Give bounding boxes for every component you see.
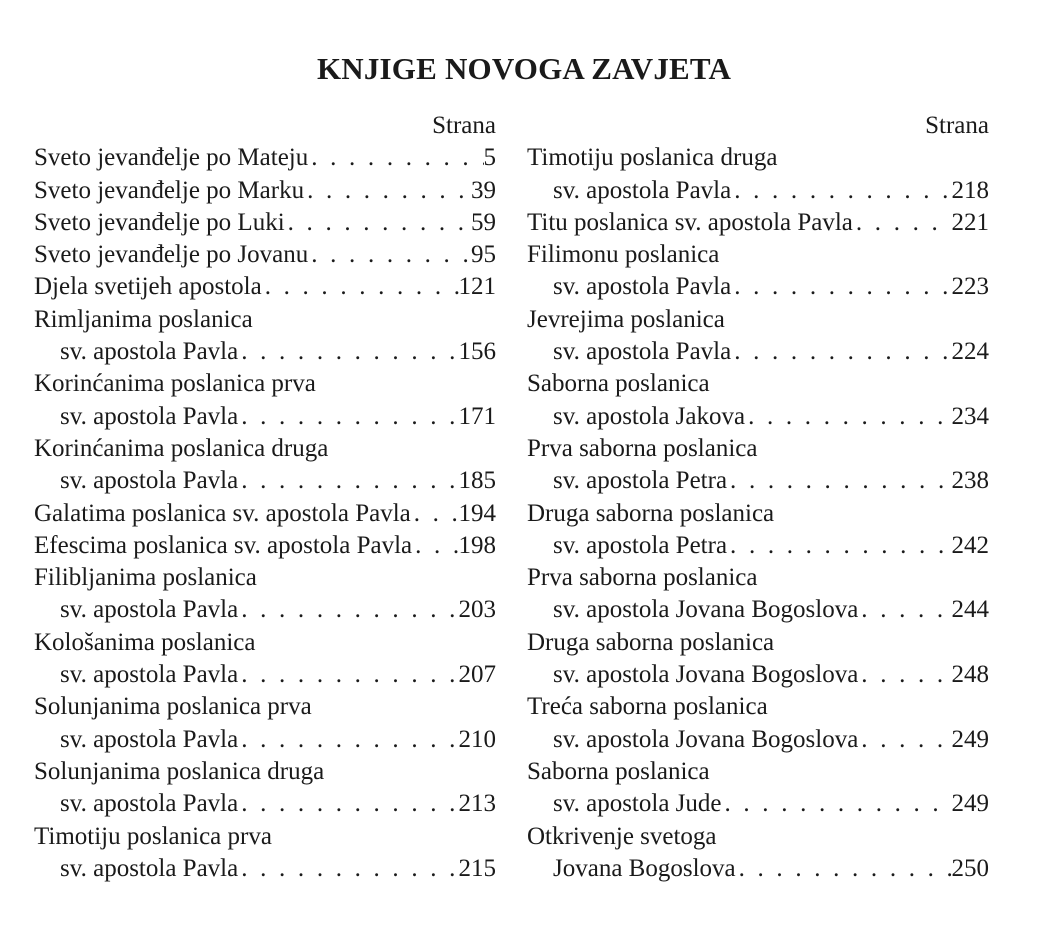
dot-leader	[304, 175, 471, 207]
dot-leader	[238, 724, 458, 756]
toc-entry	[34, 175, 496, 207]
toc-entry-title: Jevrejima poslanica	[527, 305, 725, 333]
dot-leader	[731, 175, 951, 207]
toc-page-number: 249	[951, 790, 989, 818]
toc-page-number: 238	[951, 467, 989, 495]
toc-entry-line	[527, 271, 989, 303]
toc-entry-title: Druga saborna poslanica	[527, 499, 775, 527]
dot-leader	[308, 239, 471, 271]
toc-entry-text: sv. apostola Jovana Bogoslova	[553, 661, 859, 689]
toc-entry-line	[34, 465, 496, 497]
toc-entry	[527, 562, 989, 627]
dot-leader	[736, 853, 952, 885]
dot-leader	[238, 401, 458, 433]
dot-leader	[722, 788, 952, 820]
toc-page-number: 171	[458, 402, 496, 430]
toc-entry-title: Solunjanima poslanica druga	[34, 757, 325, 785]
toc-entry	[34, 821, 496, 886]
toc-entry-text: sv. apostola Pavla	[553, 273, 732, 301]
toc-entry-text: sv. apostola Pavla	[553, 176, 732, 204]
dot-leader	[727, 465, 951, 497]
toc-entry-title: Saborna poslanica	[527, 370, 710, 398]
toc-entry-title: Filimonu poslanica	[527, 241, 720, 269]
toc-entry-line	[34, 498, 496, 530]
toc-page-number: 234	[951, 402, 989, 430]
toc-page-number: 121	[458, 273, 496, 301]
dot-leader	[853, 207, 952, 239]
toc-entry-line	[527, 336, 989, 368]
toc-entry	[34, 498, 496, 530]
toc-entry	[34, 562, 496, 627]
toc-page-number: 95	[471, 241, 496, 269]
toc-page-number: 218	[951, 176, 989, 204]
toc-entry-title: Rimljanima poslanica	[34, 305, 253, 333]
toc-entry-text: sv. apostola Pavla	[553, 338, 732, 366]
toc-right-column	[527, 110, 989, 885]
toc-entry-line	[527, 207, 989, 239]
dot-leader	[731, 336, 951, 368]
toc-entry	[34, 756, 496, 821]
dot-leader	[731, 271, 951, 303]
toc-entry-line	[34, 271, 496, 303]
toc-page-number: 242	[951, 531, 989, 559]
toc-entry-line	[34, 724, 496, 756]
toc-entry	[527, 498, 989, 563]
toc-entry-title: Filibljanima poslanica	[34, 564, 257, 592]
toc-left-entries	[34, 142, 496, 885]
dot-leader	[412, 530, 458, 562]
dot-leader	[727, 530, 951, 562]
dot-leader	[411, 498, 459, 530]
toc-entry-text: Sveto jevanđelje po Luki	[34, 208, 285, 236]
toc-entry-text: Jovana Bogoslova	[553, 854, 736, 882]
toc-entry-line	[34, 853, 496, 885]
toc-entry	[527, 433, 989, 498]
toc-entry-text: sv. apostola Jovana Bogoslova	[553, 725, 859, 753]
toc-page-number: 39	[471, 176, 496, 204]
toc-entry-line	[34, 659, 496, 691]
toc-left-column	[34, 110, 496, 885]
toc-entry-line	[34, 142, 496, 174]
toc-entry-line	[527, 788, 989, 820]
toc-entry	[527, 239, 989, 304]
toc-entry	[34, 142, 496, 174]
toc-page-number: 156	[458, 338, 496, 366]
toc-entry	[34, 691, 496, 756]
toc-entry-title: Korinćanima poslanica druga	[34, 434, 329, 462]
toc-entry	[34, 530, 496, 562]
toc-page-number: 203	[458, 596, 496, 624]
dot-leader	[238, 853, 458, 885]
dot-leader	[308, 142, 483, 174]
toc-page-number: 198	[458, 531, 496, 559]
toc-page-number: 59	[471, 208, 496, 236]
toc-entry-line	[527, 465, 989, 497]
dot-leader	[238, 788, 458, 820]
toc-entry-title: Prva saborna poslanica	[527, 564, 758, 592]
toc-entry-title: Treća saborna poslanica	[527, 693, 768, 721]
toc-entry-text: sv. apostola Jude	[553, 790, 722, 818]
toc-entry	[34, 271, 496, 303]
toc-entry-title: Solunjanima poslanica prva	[34, 693, 312, 721]
toc-entry-title: Druga saborna poslanica	[527, 628, 775, 656]
toc-entry-text: sv. apostola Pavla	[60, 854, 239, 882]
toc-entry-line	[527, 594, 989, 626]
toc-entry-text: sv. apostola Pavla	[60, 402, 239, 430]
page-title: KNJIGE NOVOGA ZAVJETA	[316, 50, 732, 86]
dot-leader	[238, 336, 458, 368]
toc-page-number: 244	[951, 596, 989, 624]
toc-page-number: 215	[458, 854, 496, 882]
toc-entry-text: Galatima poslanica sv. apostola Pavla	[34, 499, 411, 527]
toc-entry-title: Timotiju poslanica prva	[34, 822, 272, 850]
toc-page-number: 213	[458, 790, 496, 818]
toc-page-number: 221	[951, 208, 989, 236]
toc-entry-line	[527, 401, 989, 433]
toc-entry-text: sv. apostola Pavla	[60, 467, 239, 495]
dot-leader	[238, 594, 458, 626]
toc-entry-text: sv. apostola Petra	[553, 531, 728, 559]
toc-entry-text: Sveto jevanđelje po Mateju	[34, 144, 309, 172]
toc-entry-text: Sveto jevanđelje po Marku	[34, 176, 305, 204]
toc-page-number: 5	[483, 144, 496, 172]
toc-entry-text: sv. apostola Jovana Bogoslova	[553, 596, 859, 624]
toc-entry-text: sv. apostola Pavla	[60, 790, 239, 818]
toc-entry-line	[34, 175, 496, 207]
toc-entry-text: sv. apostola Pavla	[60, 661, 239, 689]
toc-entry	[527, 304, 989, 369]
toc-entry	[34, 627, 496, 692]
toc-entry-text: Efescima poslanica sv. apostola Pavla	[34, 531, 413, 559]
dot-leader	[238, 465, 458, 497]
toc-entry-line	[34, 788, 496, 820]
toc-page-number: 207	[458, 661, 496, 689]
dot-leader	[238, 659, 458, 691]
toc-entry-line	[34, 594, 496, 626]
toc-entry	[34, 368, 496, 433]
toc-entry-line	[527, 175, 989, 207]
toc-entry	[527, 627, 989, 692]
toc-entry-text: Sveto jevanđelje po Jovanu	[34, 241, 309, 269]
toc-page-number: 223	[951, 273, 989, 301]
toc-entry-title: Timotiju poslanica druga	[527, 144, 778, 172]
toc-entry-title: Prva saborna poslanica	[527, 434, 758, 462]
toc-entry-line	[527, 530, 989, 562]
toc-entry-line	[527, 659, 989, 691]
page-column-header: Strana	[432, 112, 496, 139]
toc-entry	[527, 142, 989, 207]
toc-page-number: 248	[951, 661, 989, 689]
toc-entry-text: sv. apostola Pavla	[60, 725, 239, 753]
toc-entry	[34, 433, 496, 498]
dot-leader	[262, 271, 459, 303]
dot-leader	[858, 659, 951, 691]
toc-entry	[34, 239, 496, 271]
toc-entry-line	[34, 530, 496, 562]
dot-leader	[858, 724, 951, 756]
toc-entry-title: Kološanima poslanica	[34, 628, 256, 656]
toc-page-number: 194	[458, 499, 496, 527]
dot-leader	[858, 594, 951, 626]
toc-entry-text: sv. apostola Pavla	[60, 596, 239, 624]
toc-entry-text: sv. apostola Petra	[553, 467, 728, 495]
toc-right-entries	[527, 142, 989, 885]
toc-page-number: 249	[951, 725, 989, 753]
toc-page-number: 224	[951, 338, 989, 366]
toc-entry-line	[34, 207, 496, 239]
toc-entry-title: Korinćanima poslanica prva	[34, 370, 316, 398]
toc-entry-title: Saborna poslanica	[527, 757, 710, 785]
toc-entry-line	[34, 336, 496, 368]
toc-entry	[527, 368, 989, 433]
toc-entry-line	[34, 239, 496, 271]
toc-entry	[527, 756, 989, 821]
toc-page-number: 185	[458, 467, 496, 495]
toc-entry-title: Otkrivenje svetoga	[527, 822, 717, 850]
toc-page-number: 250	[951, 854, 989, 882]
toc-page-number: 210	[458, 725, 496, 753]
dot-leader	[745, 401, 951, 433]
toc-entry-text: Titu poslanica sv. apostola Pavla	[527, 208, 853, 236]
toc-entry	[527, 207, 989, 239]
toc-entry	[527, 691, 989, 756]
toc-entry-line	[34, 401, 496, 433]
toc-entry	[527, 821, 989, 886]
toc-entry-line	[527, 724, 989, 756]
toc-entry	[34, 207, 496, 239]
toc-entry-line	[527, 853, 989, 885]
dot-leader	[285, 207, 471, 239]
toc-entry-text: Djela svetijeh apostola	[34, 273, 262, 301]
page-column-header: Strana	[925, 112, 989, 139]
toc-entry	[34, 304, 496, 369]
toc-entry-text: sv. apostola Jakova	[553, 402, 746, 430]
toc-entry-text: sv. apostola Pavla	[60, 338, 239, 366]
